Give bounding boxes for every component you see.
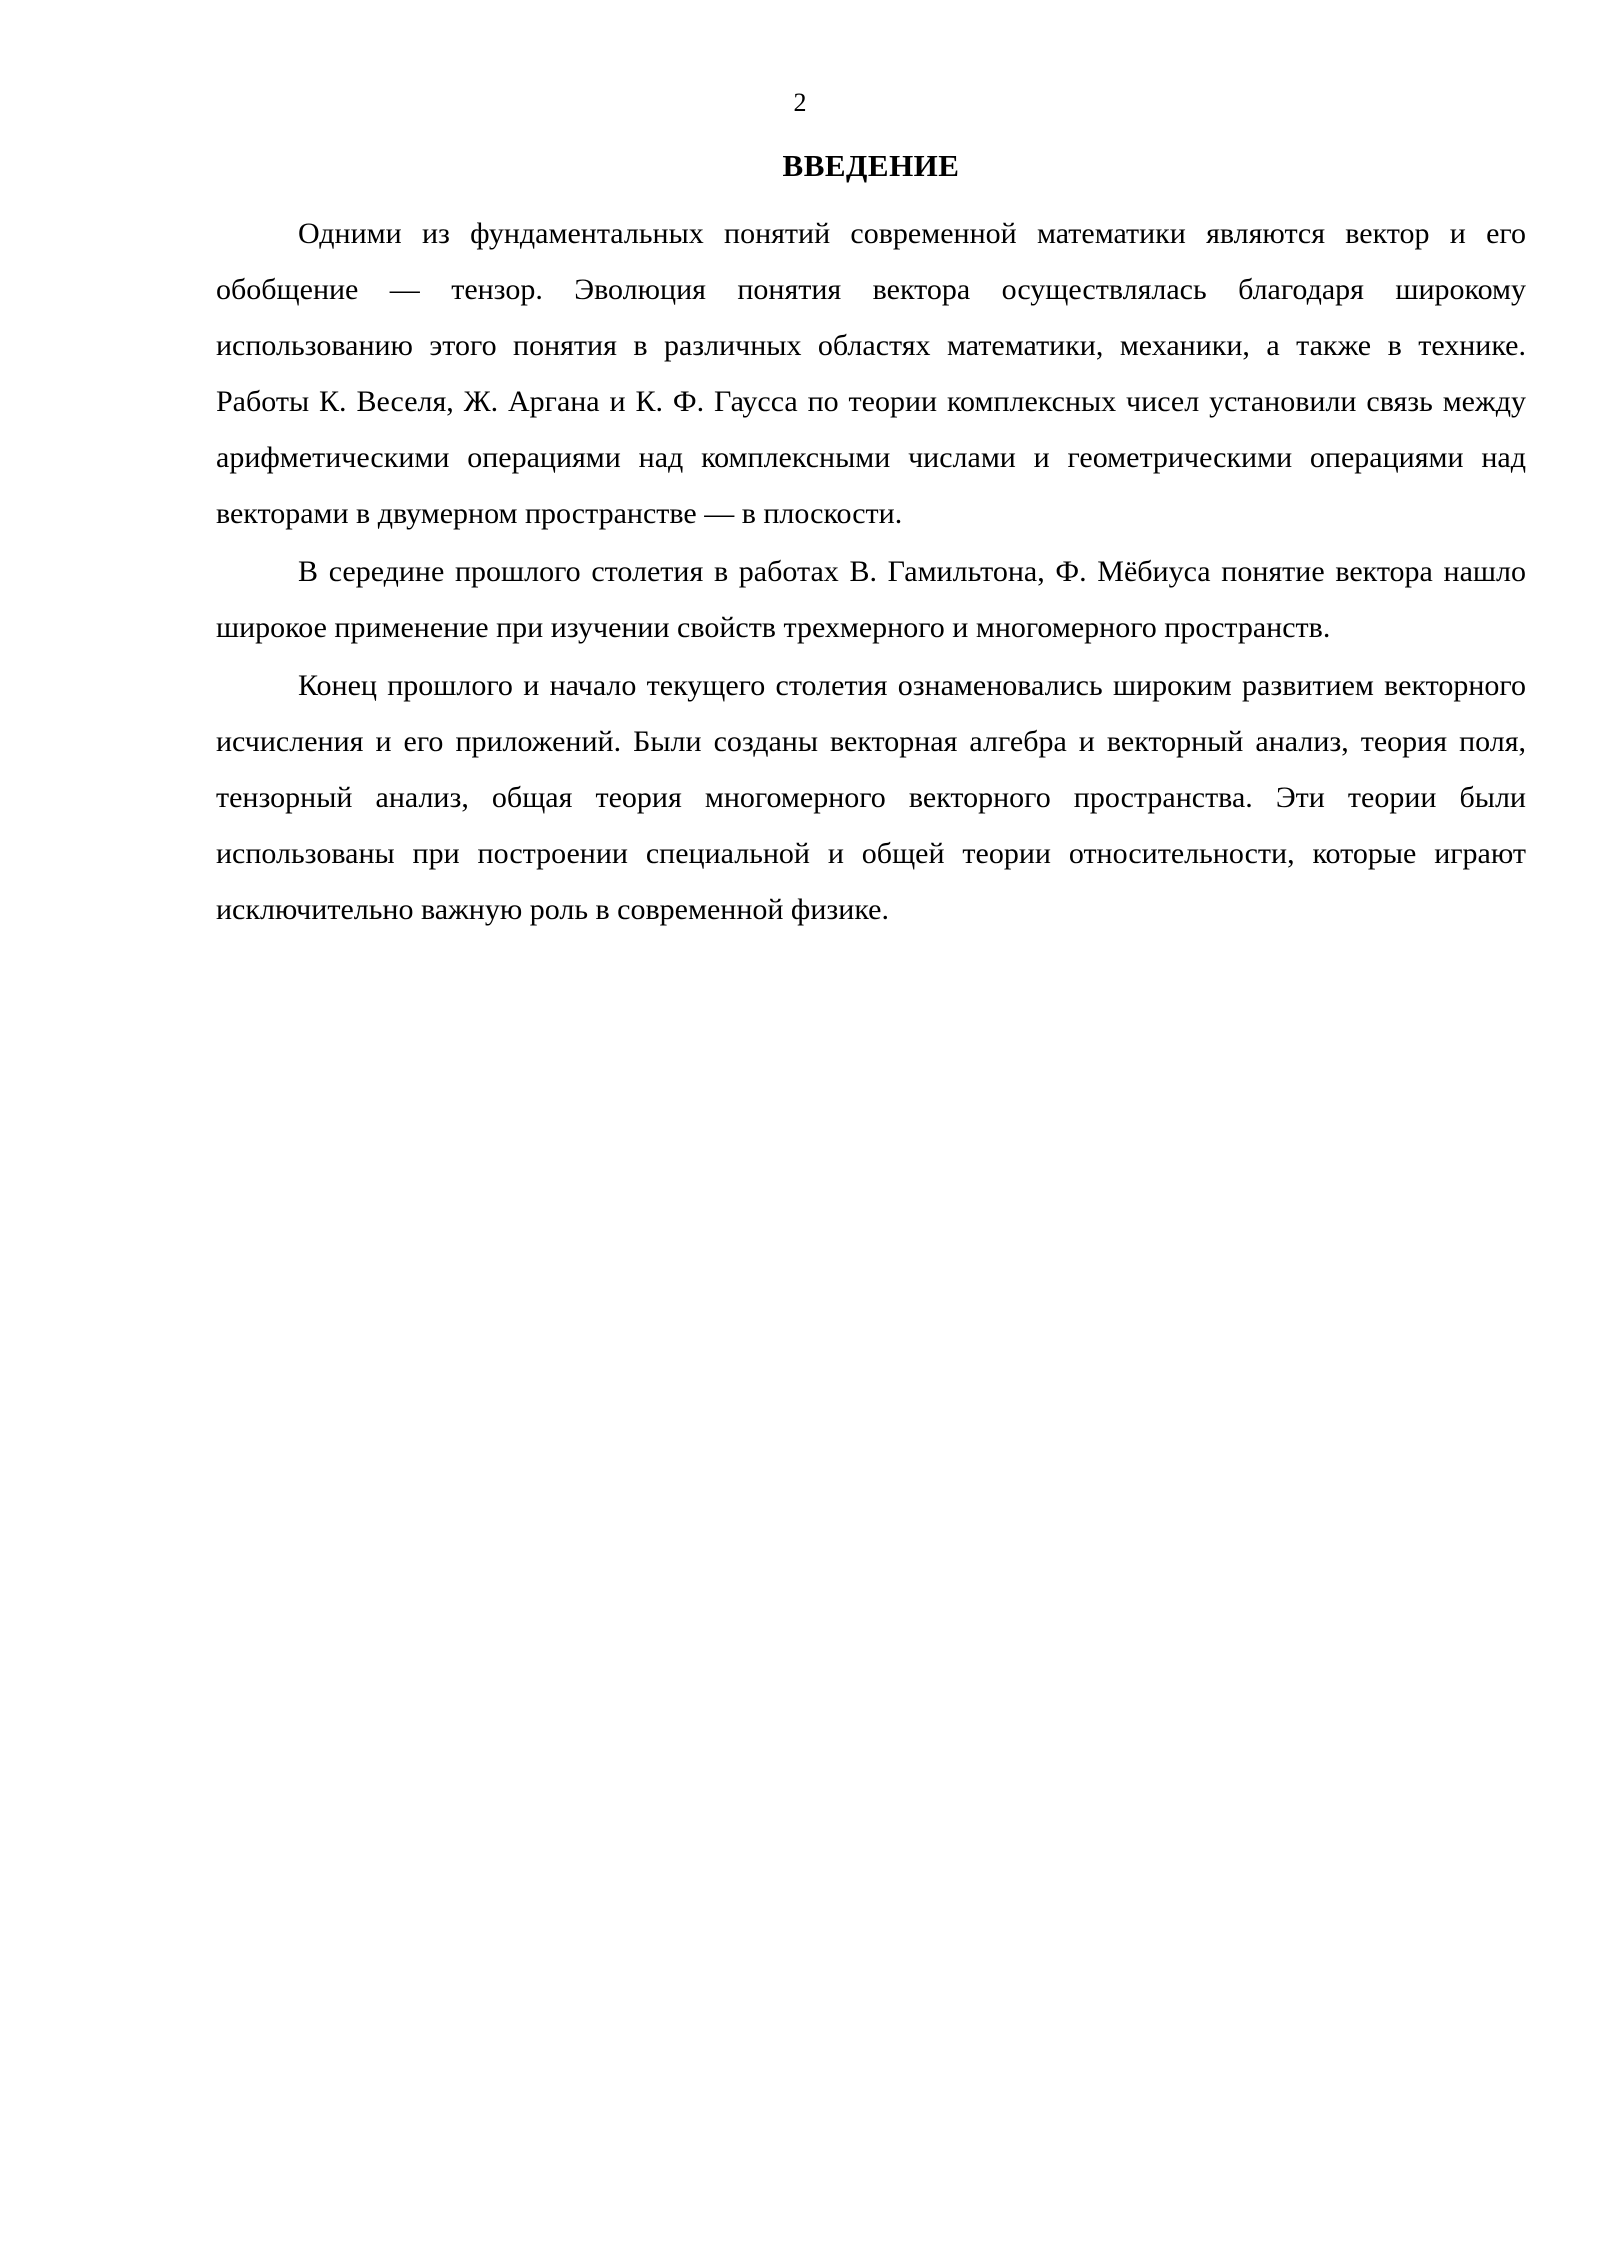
body-paragraph: Одними из фундаментальных понятий современной математики являются вектор и его обобщение — тензор. Эволюция понятия вектора осуществлялась благодаря широкому использованию этого понятия в различных областях математики, механики, а также в технике. Работы К. Веселя, Ж. Аргана и К. Ф. Гаусса по теории комплексных чисел установили связь между арифметическими операциями над комплексными числами и геометрическими операциями над векторами в двумерном пространстве — в плоскости. [216,217,1526,530]
body-paragraph: В середине прошлого столетия в работах В. Гамильтона, Ф. Мёбиуса понятие вектора нашло широкое применение при изучении свойств трехмерного и многомерного пространств. [216,555,1526,644]
page-content [216,148,1526,938]
page-title: ВВЕДЕНИЕ [782,148,960,183]
body-paragraph: Конец прошлого и начало текущего столетия ознаменовались широким развитием векторного исчисления и его приложений. Были созданы векторная алгебра и векторный анализ, теория поля, тензорный анализ, общая теория многомерного векторного пространства. Эти теории были использованы при построении специальной и общей теории относительности, которые играют исключительно важную роль в современной физике. [216,669,1526,926]
page-number: 2 [793,88,807,117]
